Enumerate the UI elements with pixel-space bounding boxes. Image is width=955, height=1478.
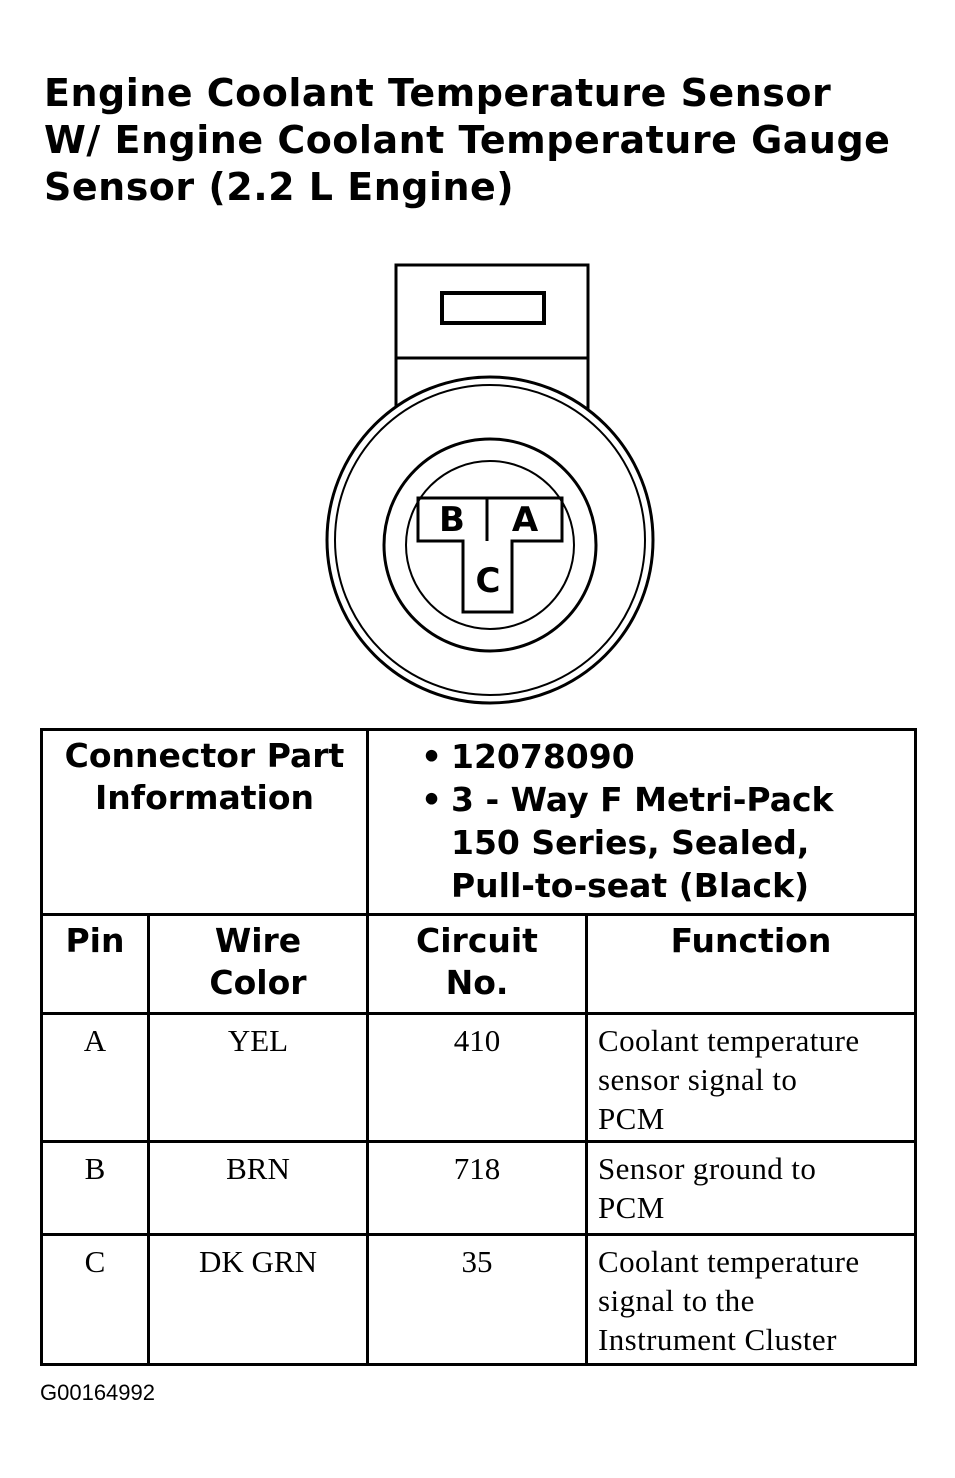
title-line-2: W/ Engine Coolant Temperature Gauge — [44, 118, 891, 162]
pin-label-b: B — [439, 500, 465, 540]
figure-code: G00164992 — [40, 1380, 155, 1405]
cell-circuit: 718 — [368, 1142, 587, 1235]
function-line: PCM — [598, 1190, 665, 1225]
cell-pin: C — [42, 1235, 149, 1365]
cell-function — [587, 1142, 916, 1235]
table-row — [42, 1014, 916, 1142]
cell-circuit: 35 — [368, 1235, 587, 1365]
connector-outer-ring — [327, 377, 653, 703]
pin-label-c: C — [475, 561, 501, 601]
connector-info-label-line-1: Connector Part — [64, 736, 345, 775]
title-line-1: Engine Coolant Temperature Sensor — [44, 71, 832, 115]
function-line: Instrument Cluster — [598, 1322, 837, 1357]
cell-circuit: 410 — [368, 1014, 587, 1142]
connector-info-row — [42, 730, 916, 915]
connector-description-line-2: 150 Series, Sealed, — [451, 823, 810, 862]
cell-function — [587, 1014, 916, 1142]
connector-info-details — [368, 730, 916, 915]
function-line: sensor signal to — [598, 1062, 798, 1097]
header-circuit-line-1: Circuit — [416, 921, 538, 960]
cell-function — [587, 1235, 916, 1365]
header-function — [587, 915, 916, 1014]
part-number: • 12078090 — [421, 735, 914, 778]
header-pin — [42, 915, 149, 1014]
header-wire-line-2: Color — [209, 963, 307, 1002]
cell-wire-color: BRN — [149, 1142, 368, 1235]
column-header-row — [42, 915, 916, 1014]
header-circuit-no — [368, 915, 587, 1014]
table-row — [42, 1142, 916, 1235]
header-circuit-line-2: No. — [445, 963, 509, 1002]
latch-slot — [442, 293, 544, 323]
connector-face-diagram — [0, 0, 955, 720]
pin-label-a: A — [511, 500, 539, 540]
function-line: PCM — [598, 1101, 665, 1136]
function-line: Coolant temperature — [598, 1244, 860, 1279]
connector-description-line-3: Pull-to-seat (Black) — [451, 866, 810, 905]
cell-pin: B — [42, 1142, 149, 1235]
function-line: Coolant temperature — [598, 1023, 860, 1058]
cell-wire-color: DK GRN — [149, 1235, 368, 1365]
function-line: signal to the — [598, 1283, 755, 1318]
table-row — [42, 1235, 916, 1365]
cell-pin: A — [42, 1014, 149, 1142]
connector-info-label — [42, 730, 368, 915]
header-wire-color — [149, 915, 368, 1014]
title-line-3: Sensor (2.2 L Engine) — [44, 165, 515, 209]
header-wire-line-1: Wire — [214, 921, 302, 960]
header-function-text: Function — [670, 921, 832, 960]
connector-description-line-1: • 3 - Way F Metri-Pack — [421, 778, 914, 821]
header-pin-text: Pin — [65, 921, 125, 960]
connector-pinout-table — [40, 728, 917, 1366]
function-line: Sensor ground to — [598, 1151, 817, 1186]
connector-info-label-line-2: Information — [95, 778, 314, 817]
cell-wire-color: YEL — [149, 1014, 368, 1142]
